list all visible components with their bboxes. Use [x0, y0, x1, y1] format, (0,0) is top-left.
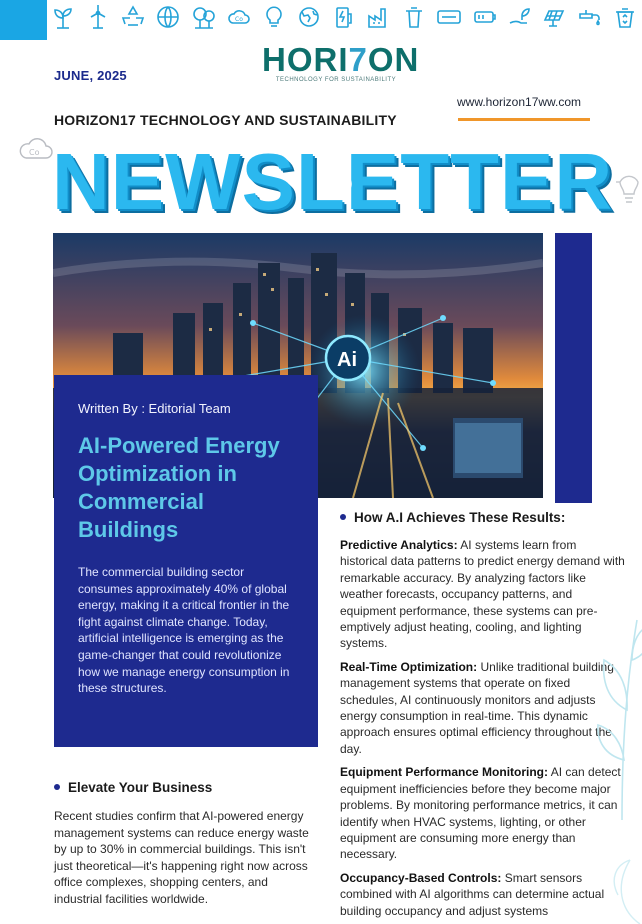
lightbulb-icon — [616, 160, 642, 210]
business-heading: Elevate Your Business — [54, 780, 212, 795]
hand-plant-icon — [507, 4, 533, 30]
trees-icon — [191, 4, 217, 30]
how-item-equipment: Equipment Performance Monitoring: AI can detect equipment inefficiencies before they become major problems. By monitoring performance metrics, it can identify when HVAC systems, lighting, or other equipment are consuming more energy than necessary. — [340, 765, 621, 862]
accent-side-bar — [555, 233, 592, 503]
newsletter-headline: NEWSLETTER — [52, 137, 614, 226]
logo-wordmark: HORI7ON — [262, 41, 420, 78]
article-title: AI-Powered Energy Optimization in Commercial Buildings — [78, 433, 280, 542]
bullet-dot — [340, 514, 346, 520]
issue-date: JUNE, 2025 — [54, 68, 127, 83]
article-byline: Written By : Editorial Team — [78, 401, 231, 416]
recycle-icon — [120, 4, 146, 30]
brand-logo[interactable] — [262, 41, 420, 92]
globe-icon — [330, 172, 354, 196]
plant-icon — [50, 4, 76, 30]
eco-icon-strip — [50, 2, 642, 32]
website-underline — [458, 118, 590, 121]
newsletter-tagline: HORIZON17 TECHNOLOGY AND SUSTAINABILITY — [54, 112, 397, 128]
plant-icon — [592, 560, 642, 820]
how-ai-section — [340, 537, 625, 924]
factory-icon — [366, 4, 392, 30]
earth-recycle-icon — [296, 4, 322, 30]
co2-cloud-icon — [226, 4, 252, 30]
article-intro: The commercial building sector consumes approximately 40% of global energy, making it a critical frontier in the fight against climate change. Today, artificial intelligence is emerging as the game-changer that could revolutionize how we manage energy consumption in these structures. — [78, 565, 290, 696]
logo-tagline: TECHNOLOGY FOR SUSTAINABILITY — [275, 77, 397, 83]
how-item-occupancy: Occupancy-Based Controls: Smart sensors combined with AI algorithms can determine actual building occupancy and adjust systems — [340, 870, 605, 918]
water-tap-icon — [577, 4, 603, 30]
leaf-icon — [600, 840, 642, 924]
how-item-realtime: Real-Time Optimization: Unlike traditional building management systems that operate on fixed schedules, AI continuously monitors and adjusts energy consumption in real-time. This dynamic approach ensures optimal efficiency throughout the day. — [340, 659, 614, 756]
how-item-predictive: Predictive Analytics: AI systems learn from historical data patterns to predict energy demand with remarkable accuracy. By analyzing factors like weather forecasts, occupancy patterns, and equipment performance, these systems can pre-emptively adjust heating, cooling, and lighting systems. — [340, 538, 625, 651]
corner-accent-block — [0, 0, 47, 40]
bullet-dot — [54, 784, 60, 790]
svg-text:Co: Co — [234, 16, 243, 23]
wind-turbine-icon — [85, 4, 111, 30]
ev-charger-icon — [331, 4, 357, 30]
website-link[interactable]: www.horizon17ww.com — [457, 95, 582, 109]
recycle-bin-icon — [612, 4, 638, 30]
solar-panel-icon — [542, 4, 568, 30]
business-body: Recent studies confirm that AI-powered energy management systems can reduce energy waste by up to 30% in commercial buildings. This isn't just theoretical—it's happening right now across office complexes, shopping centers, and industrial facilities worldwide. — [54, 809, 309, 906]
svg-text:Co: Co — [29, 148, 40, 157]
how-ai-heading: How A.I Achieves These Results: — [340, 510, 565, 525]
battery-icon — [472, 4, 498, 30]
lightbulb-icon — [261, 4, 287, 30]
hero-ai-label: Ai — [337, 349, 357, 371]
co2-cloud-icon — [18, 136, 54, 162]
globe-icon — [155, 4, 181, 30]
ecology-badge-icon — [436, 4, 462, 30]
article-feature-panel — [54, 375, 318, 747]
trash-bin-icon — [401, 4, 427, 30]
